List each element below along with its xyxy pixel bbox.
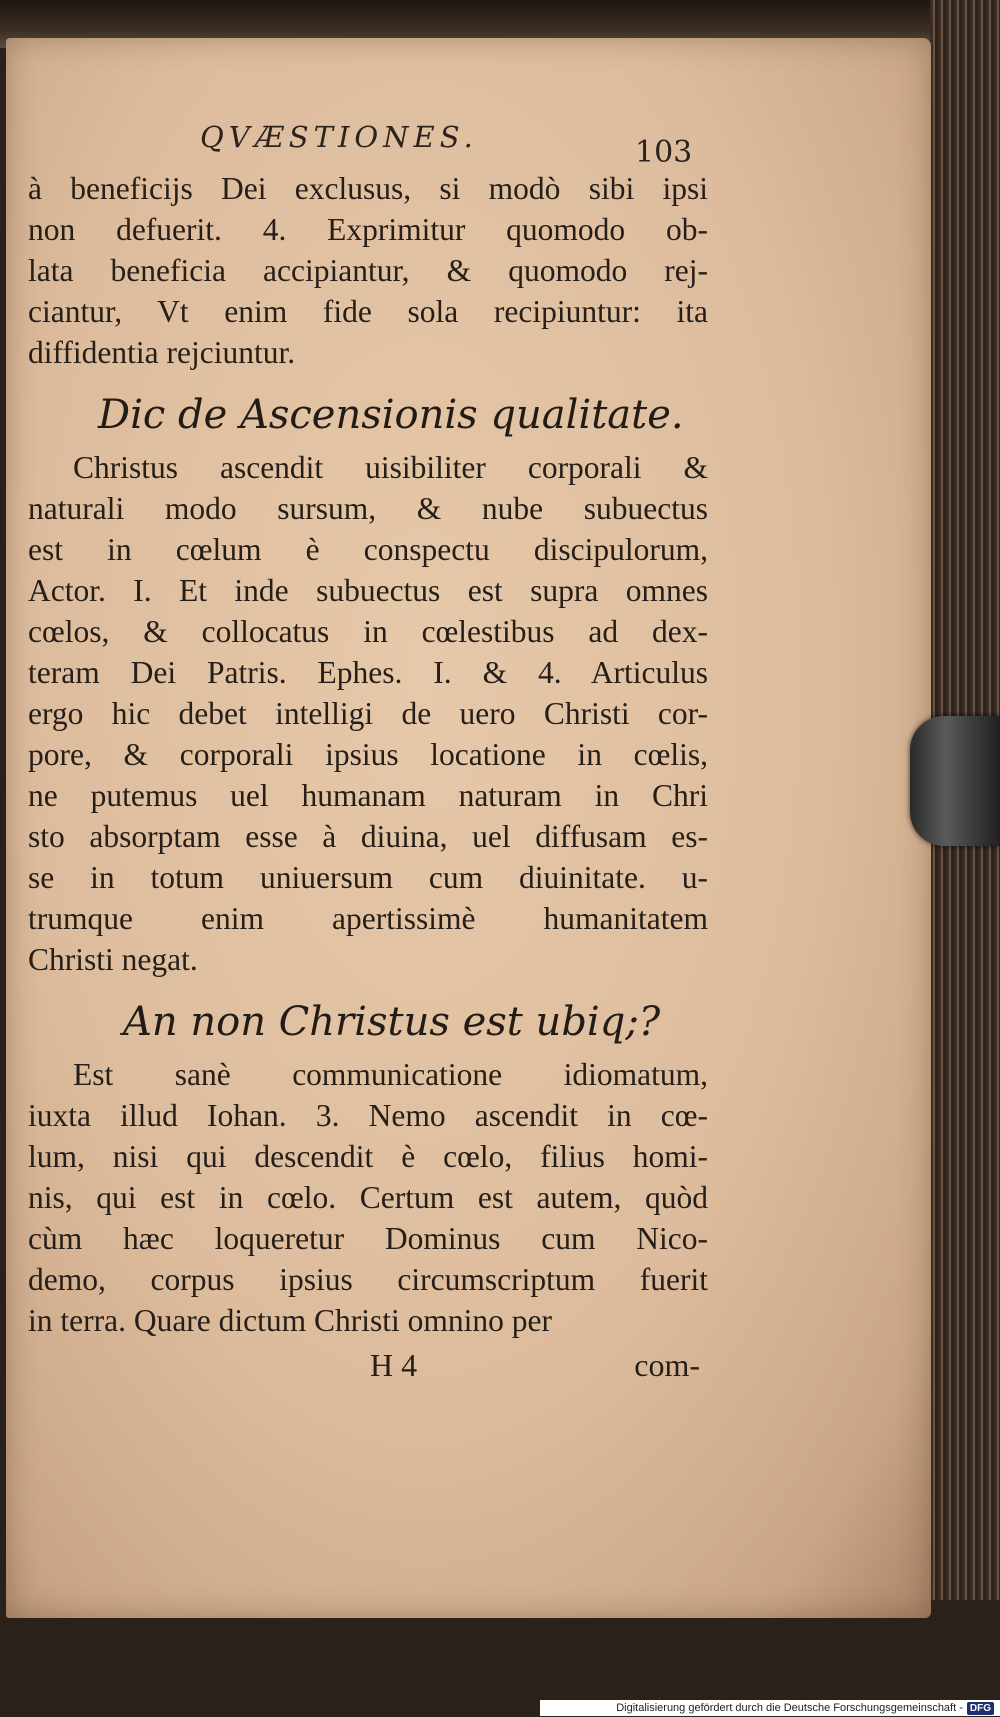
section-heading: Dic de Ascensionis qualitate. [98, 392, 684, 438]
section-gap [28, 980, 708, 990]
text-line: cùm hæc loqueretur Dominus cum Nico- [28, 1221, 708, 1256]
text-line: diffidentia rejciuntur. [28, 335, 296, 370]
book-fore-edge [930, 0, 1000, 1717]
page-number: 103 [635, 135, 693, 170]
text-line: ergo hic debet intelligi de uero Christi cor- [28, 696, 708, 731]
text-line: se in totum uniuersum cum diuinitate. u- [28, 860, 708, 895]
running-title: QVÆSTIONES. [200, 120, 478, 154]
signature-mark: H 4 [370, 1347, 418, 1383]
text-line: ciantur, Vt enim fide sola recipiuntur: ita [28, 294, 708, 329]
text-line: lum, nisi qui descendit è cœlo, filius homi- [28, 1139, 708, 1174]
text-line: cœlos, & collocatus in cœlestibus ad dex- [28, 614, 708, 649]
text-line: in terra. Quare dictum Christi omnino per [28, 1303, 552, 1338]
text-line: demo, corpus ipsius circumscriptum fuerit [28, 1262, 708, 1297]
text-line: trumque enim apertissimè humanitatem [28, 901, 708, 936]
text-line: Est sanè communicatione idiomatum, [73, 1057, 708, 1092]
footer-text: Digitalisierung gefördert durch die Deutsche Forschungsgemeinschaft - [616, 1702, 963, 1714]
catchline [370, 1347, 700, 1391]
text-line: Christi negat. [28, 942, 198, 977]
dfg-logo: DFG [967, 1702, 994, 1715]
text-line: non defuerit. 4. Exprimitur quomodo ob- [28, 212, 708, 247]
text-line: pore, & corporali ipsius locatione in cœlis, [28, 737, 708, 772]
text-line: sto absorptam esse à diuina, uel diffusam es- [28, 819, 708, 854]
section-gap [28, 373, 708, 383]
text-line: Actor. I. Et inde subuectus est supra omnes [28, 573, 708, 608]
text-line: est in cœlum è conspectu discipulorum, [28, 532, 708, 567]
text-line: Christus ascendit uisibiliter corporali & [73, 450, 708, 485]
page-text [28, 168, 708, 1351]
text-line: nis, qui est in cœlo. Certum est autem, quòd [28, 1180, 708, 1215]
text-line: iuxta illud Iohan. 3. Nemo ascendit in cœ- [28, 1098, 708, 1133]
text-line: naturali modo sursum, & nube subuectus [28, 491, 708, 526]
digitization-footer [540, 1700, 1000, 1716]
text-line: teram Dei Patris. Ephes. I. & 4. Articulus [28, 655, 708, 690]
text-line: à beneficijs Dei exclusus, si modò sibi ipsi [28, 171, 708, 206]
section-heading: An non Christus est ubiq;? [123, 999, 661, 1045]
catchword: com- [634, 1347, 700, 1383]
text-line: ne putemus uel humanam naturam in Chri [28, 778, 708, 813]
text-line: lata beneficia accipiantur, & quomodo rej- [28, 253, 708, 288]
book-clasp [910, 716, 1000, 846]
